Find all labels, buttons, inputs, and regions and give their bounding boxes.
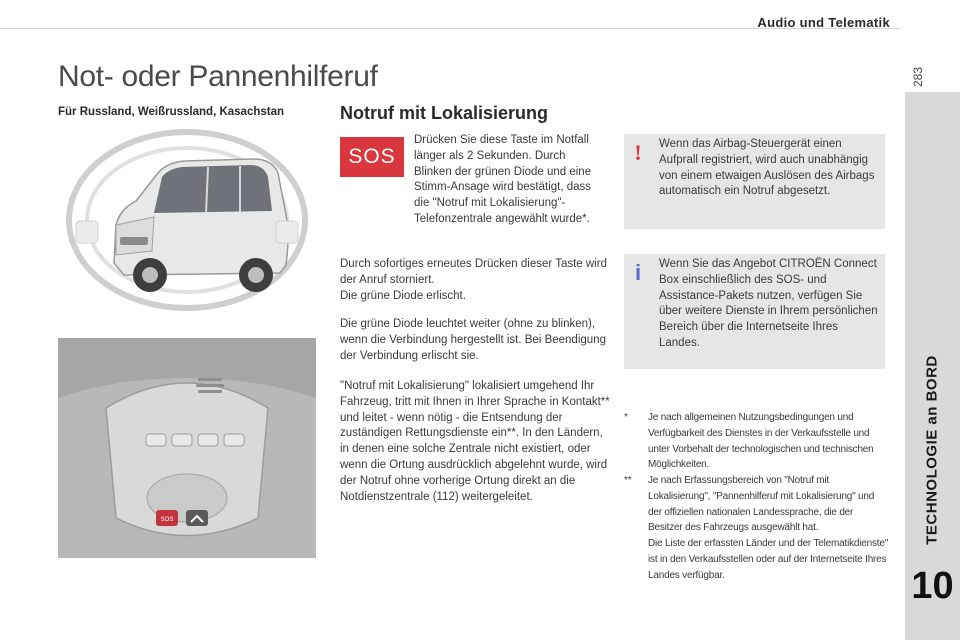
footnote-marker: * bbox=[624, 412, 628, 423]
chapter-number: 10 bbox=[911, 565, 954, 607]
console-button bbox=[172, 434, 192, 446]
section-subtitle: Notruf mit Lokalisierung bbox=[340, 103, 549, 123]
ceiling-assistance-button bbox=[186, 510, 208, 526]
info-text: Wenn Sie das Angebot CITROËN Connect Box einschließlich des SOS- und Assistance-Pakets nutzen, verfügen Sie über weitere Dienste in Ihrem persönlichen Bereich über die Internetseite Ihres Landes. bbox=[659, 258, 878, 349]
cancel-paragraph: Durch sofortiges erneutes Drücken dieser Taste wird der Anruf storniert. Die grüne Diode erlischt. bbox=[340, 258, 607, 302]
sos-button: SOS bbox=[340, 137, 404, 177]
warning-icon: ! bbox=[634, 140, 642, 165]
section-title: Audio und Telematik bbox=[757, 15, 890, 30]
car-windows bbox=[154, 165, 272, 213]
info-icon: i bbox=[634, 260, 642, 285]
footnote-text: Je nach allgemeinen Nutzungsbedingungen und Verfügbarkeit des Dienstes in der Verkaufsstelle und unter Vorbehalt der technologischen und technischen Möglichkeiten. bbox=[648, 412, 874, 471]
speaker-grille bbox=[196, 378, 224, 393]
footnote-text: Je nach Erfassungsbereich von "Notruf mit Lokalisierung", "Pannenhilferuf mit Lokalisierung" und der offiziellen nationalen Landessprache, die der Besitzer des Fahrzeugs ausgewählt hat. Die Liste der erfassten Länder und der Telematikdienste" ist in den Verkaufsstellen oder auf der Internetseite Ihres Landes verfügbar. bbox=[648, 475, 889, 581]
ceiling-console-illustration bbox=[58, 338, 316, 558]
main-paragraph: "Notruf mit Lokalisierung" lokalisiert umgehend Ihr Fahrzeug, tritt mit Ihnen in Ihrer Sprache in Kontakt** und leitet - wenn nötig - die Entsendung der zuständigen Rettungsdienste ein**. In den Ländern, in denen eine solche Zentrale nicht existiert, oder wenn die Ortung ausdrücklich abgelehnt wurde, wird der Notruf ohne vorherige Ortung direkt an die Notdienstzentrale (112) weitergeleitet. bbox=[340, 380, 610, 503]
diode-paragraph: Die grüne Diode leuchtet weiter (ohne zu blinken), wenn die Verbindung hergestellt ist. Bei Beendigung der Verbindung erlischt sie. bbox=[340, 318, 606, 362]
console-button bbox=[146, 434, 166, 446]
info-box bbox=[624, 254, 885, 369]
chapter-label: TECHNOLOGIE an BORD bbox=[923, 355, 941, 545]
warning-text: Wenn das Airbag-Steuergerät einen Aufprall registriert, wird auch unabhängig von einem etwaigen Auslösen des Airbags automatisch ein Notruf abgesetzt. bbox=[659, 138, 875, 198]
page-number: 283 bbox=[911, 66, 925, 87]
console-button bbox=[198, 434, 218, 446]
ceiling-sos-label: SOS bbox=[160, 517, 174, 523]
page-title: Not- oder Pannenhilferuf bbox=[58, 60, 378, 93]
warning-box bbox=[624, 134, 885, 229]
footnote-marker: ** bbox=[624, 475, 632, 486]
region-label: Für Russland, Weißrussland, Kasachstan bbox=[58, 106, 285, 118]
sos-description: Drücken Sie diese Taste im Notfall länger als 2 Sekunden. Durch Blinken der grünen Diode und eine Stimm-Ansage wird bestätigt, dass die "Notruf mit Lokalisierung"-Telefonzentrale angewählt wurde*. bbox=[414, 134, 592, 225]
car-illustration bbox=[58, 125, 316, 315]
console-button bbox=[224, 434, 244, 446]
